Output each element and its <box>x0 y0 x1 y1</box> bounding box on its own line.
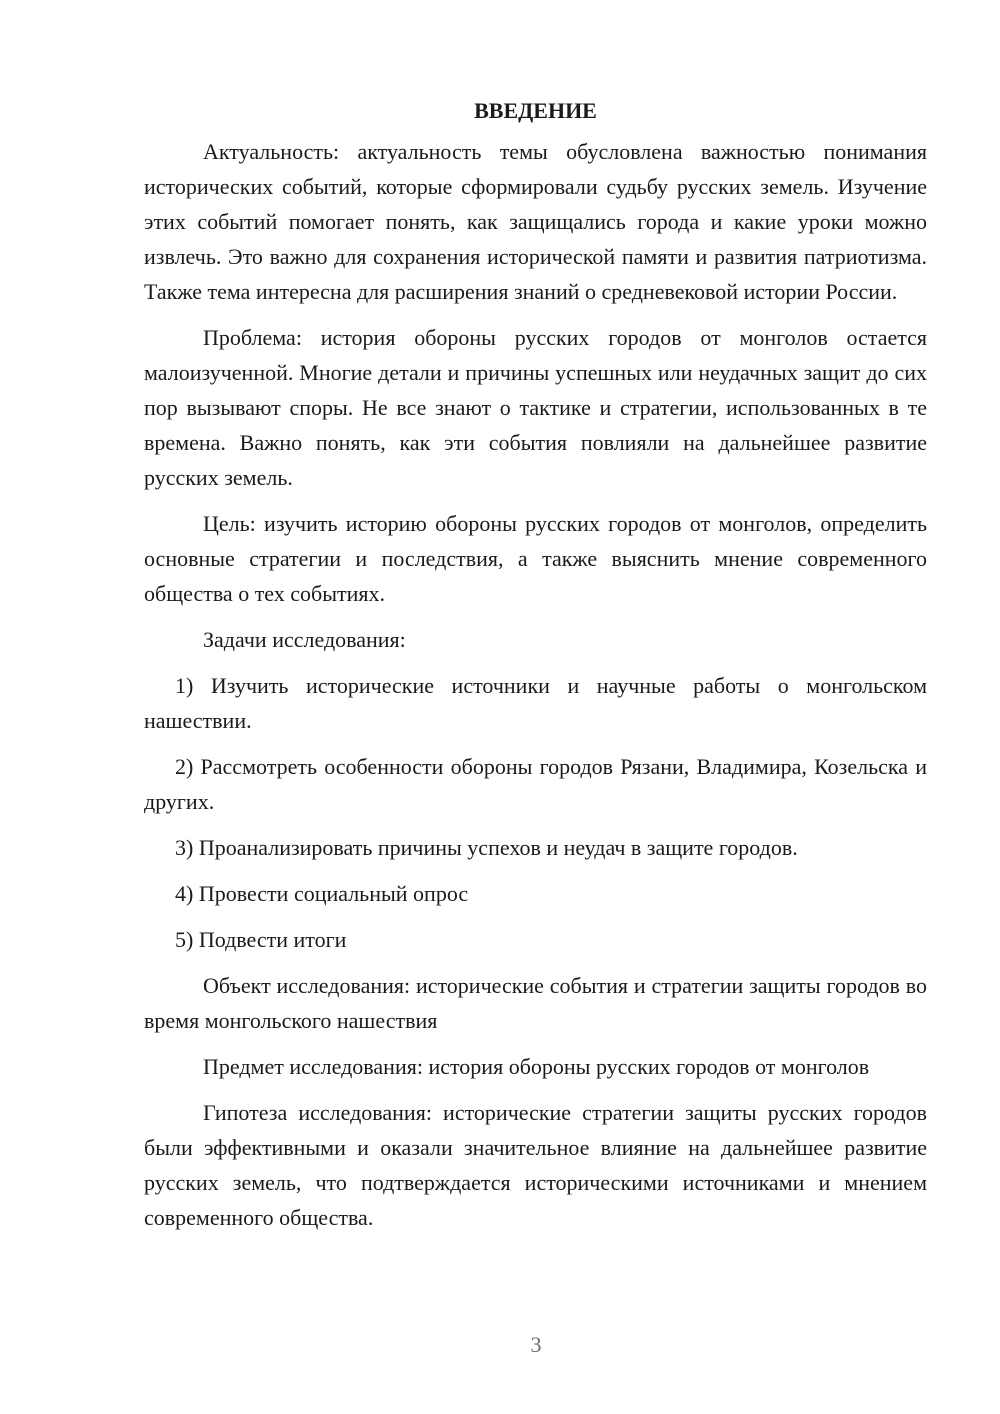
page-content <box>144 93 927 1235</box>
paragraph-relevance: Актуальность: актуальность темы обусловлена важностью понимания исторических событий, которые сформировали судьбу русских земель. Изучение этих событий помогает понять, как защищались города и какие уроки можно извлечь. Это важно для сохранения исторической памяти и развития патриотизма. Также тема интересна для расширения знаний о средневековой истории России. <box>144 139 927 304</box>
page-title: ВВЕДЕНИЕ <box>474 98 597 123</box>
paragraph-goal: Цель: изучить историю обороны русских городов от монголов, определить основные стратегии и последствия, а также выяснить мнение современного общества о тех событиях. <box>144 511 927 606</box>
tasks-heading: Задачи исследования: <box>203 627 406 652</box>
paragraph-hypothesis: Гипотеза исследования: исторические стратегии защиты русских городов были эффективными и оказали значительное влияние на дальнейшее развитие русских земель, что подтверждается историческими источниками и мнением современного общества. <box>144 1100 927 1230</box>
task-item-5: 5) Подвести итоги <box>175 927 347 952</box>
task-item-3: 3) Проанализировать причины успехов и неудач в защите городов. <box>175 835 798 860</box>
paragraph-problem: Проблема: история обороны русских городов от монголов остается малоизученной. Многие детали и причины успешных или неудачных защит до сих пор вызывают споры. Не все знают о тактике и стратегии, использованных в те времена. Важно понять, как эти события повлияли на дальнейшее развитие русских земель. <box>144 325 927 490</box>
paragraph-subject: Предмет исследования: история обороны русских городов от монголов <box>203 1054 870 1079</box>
task-item-2: 2) Рассмотреть особенности обороны городов Рязани, Владимира, Козельска и других. <box>144 754 927 814</box>
paragraph-object: Объект исследования: исторические события и стратегии защиты городов во время монгольского нашествия <box>144 973 927 1033</box>
task-item-4: 4) Провести социальный опрос <box>175 881 469 906</box>
task-item-1: 1) Изучить исторические источники и научные работы о монгольском нашествии. <box>144 673 927 733</box>
page-number: 3 <box>530 1332 542 1357</box>
